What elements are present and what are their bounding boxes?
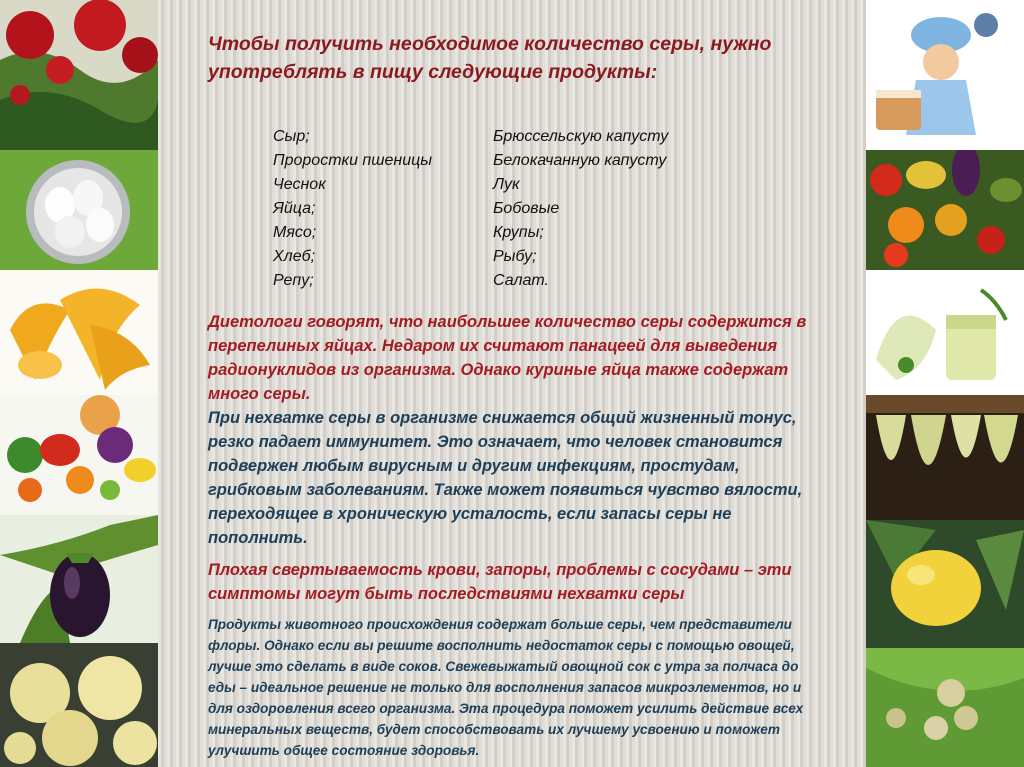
quail-eggs-paragraph: Диетологи говорят, что наибольшее количество серы содержится в перепелиных яйцах. Недаром их считают панацеей для выведения радионуклидов из организма. Однако куриные яйца также содержат много серы. [208, 313, 807, 403]
list-item [273, 197, 753, 221]
eggs-in-bowl-photo [0, 150, 158, 270]
symptoms-paragraph: Плохая свертываемость крови, запоры, проблемы с сосудами – эти симптомы могут быть последствиями нехватки серы [208, 561, 792, 603]
vegetables-assortment-photo [0, 395, 158, 515]
left-photo-strip [0, 0, 158, 767]
food-item: Мясо; [273, 224, 317, 241]
food-item: Яйца; [273, 200, 316, 217]
list-item [273, 269, 753, 293]
list-item [273, 221, 753, 245]
content-panel [158, 0, 866, 767]
juices-paragraph: Продукты животного происхождения содержат больше серы, чем представители флоры. Однако если вы решите восполнить недостаток серы с помощью овощей, лучше это сделать в виде соков. Свежевыжатый овощной сок с утра за полчаса до еды – идеальное решение не только для восполнения запасов микроэлементов, но и для оздоровления всего организма. Эта процедура поможет усилить действие всех минеральных веществ, будет способствовать их лучшему усвоению и поможет улучшить общее состояние здоровья. [208, 617, 804, 758]
food-item: Крупы; [493, 224, 544, 241]
list-item [273, 149, 753, 173]
food-list [273, 125, 753, 293]
food-item: Проростки пшеницы [273, 152, 433, 169]
hazelnuts-photo [866, 648, 1024, 767]
vegetables-pile-photo [866, 150, 1024, 270]
food-item: Белокачанную капусту [493, 152, 667, 169]
page-title: Чтобы получить необходимое количество серы, нужно употреблять в пищу следующие продукты: [208, 33, 772, 83]
chanterelle-mushrooms-photo [0, 270, 158, 395]
list-item [273, 125, 753, 149]
food-item: Хлеб; [273, 248, 316, 265]
food-item: Лук [493, 176, 520, 193]
list-item [273, 245, 753, 269]
food-item: Брюссельскую капусту [493, 128, 669, 145]
food-item: Рыбу; [493, 248, 537, 265]
food-item: Сыр; [273, 128, 310, 145]
quince-photo [866, 520, 1024, 648]
food-item: Репу; [273, 272, 314, 289]
cartoon-chef-cake-photo [866, 0, 1024, 150]
eggplant-photo [0, 515, 158, 643]
cauliflower-photo [0, 643, 158, 767]
food-item: Бобовые [493, 200, 560, 217]
deficiency-paragraph: При нехватке серы в организме снижается общий жизненный тонус, резко падает иммунитет. Это означает, что человек становится подвержен любым вирусным и другим инфекциям, простудам, грибковым заболеваниям. Также может появиться чувство вялости, переходящее в хроническую усталость, если запасы серы не пополнить. [208, 409, 803, 547]
fennel-juice-photo [866, 270, 1024, 395]
right-photo-strip [866, 0, 1024, 767]
food-item: Чеснок [273, 176, 326, 193]
list-item [273, 173, 753, 197]
hanging-grapes-photo [866, 395, 1024, 520]
food-item: Салат. [493, 272, 549, 289]
rowan-berries-photo [0, 0, 158, 150]
